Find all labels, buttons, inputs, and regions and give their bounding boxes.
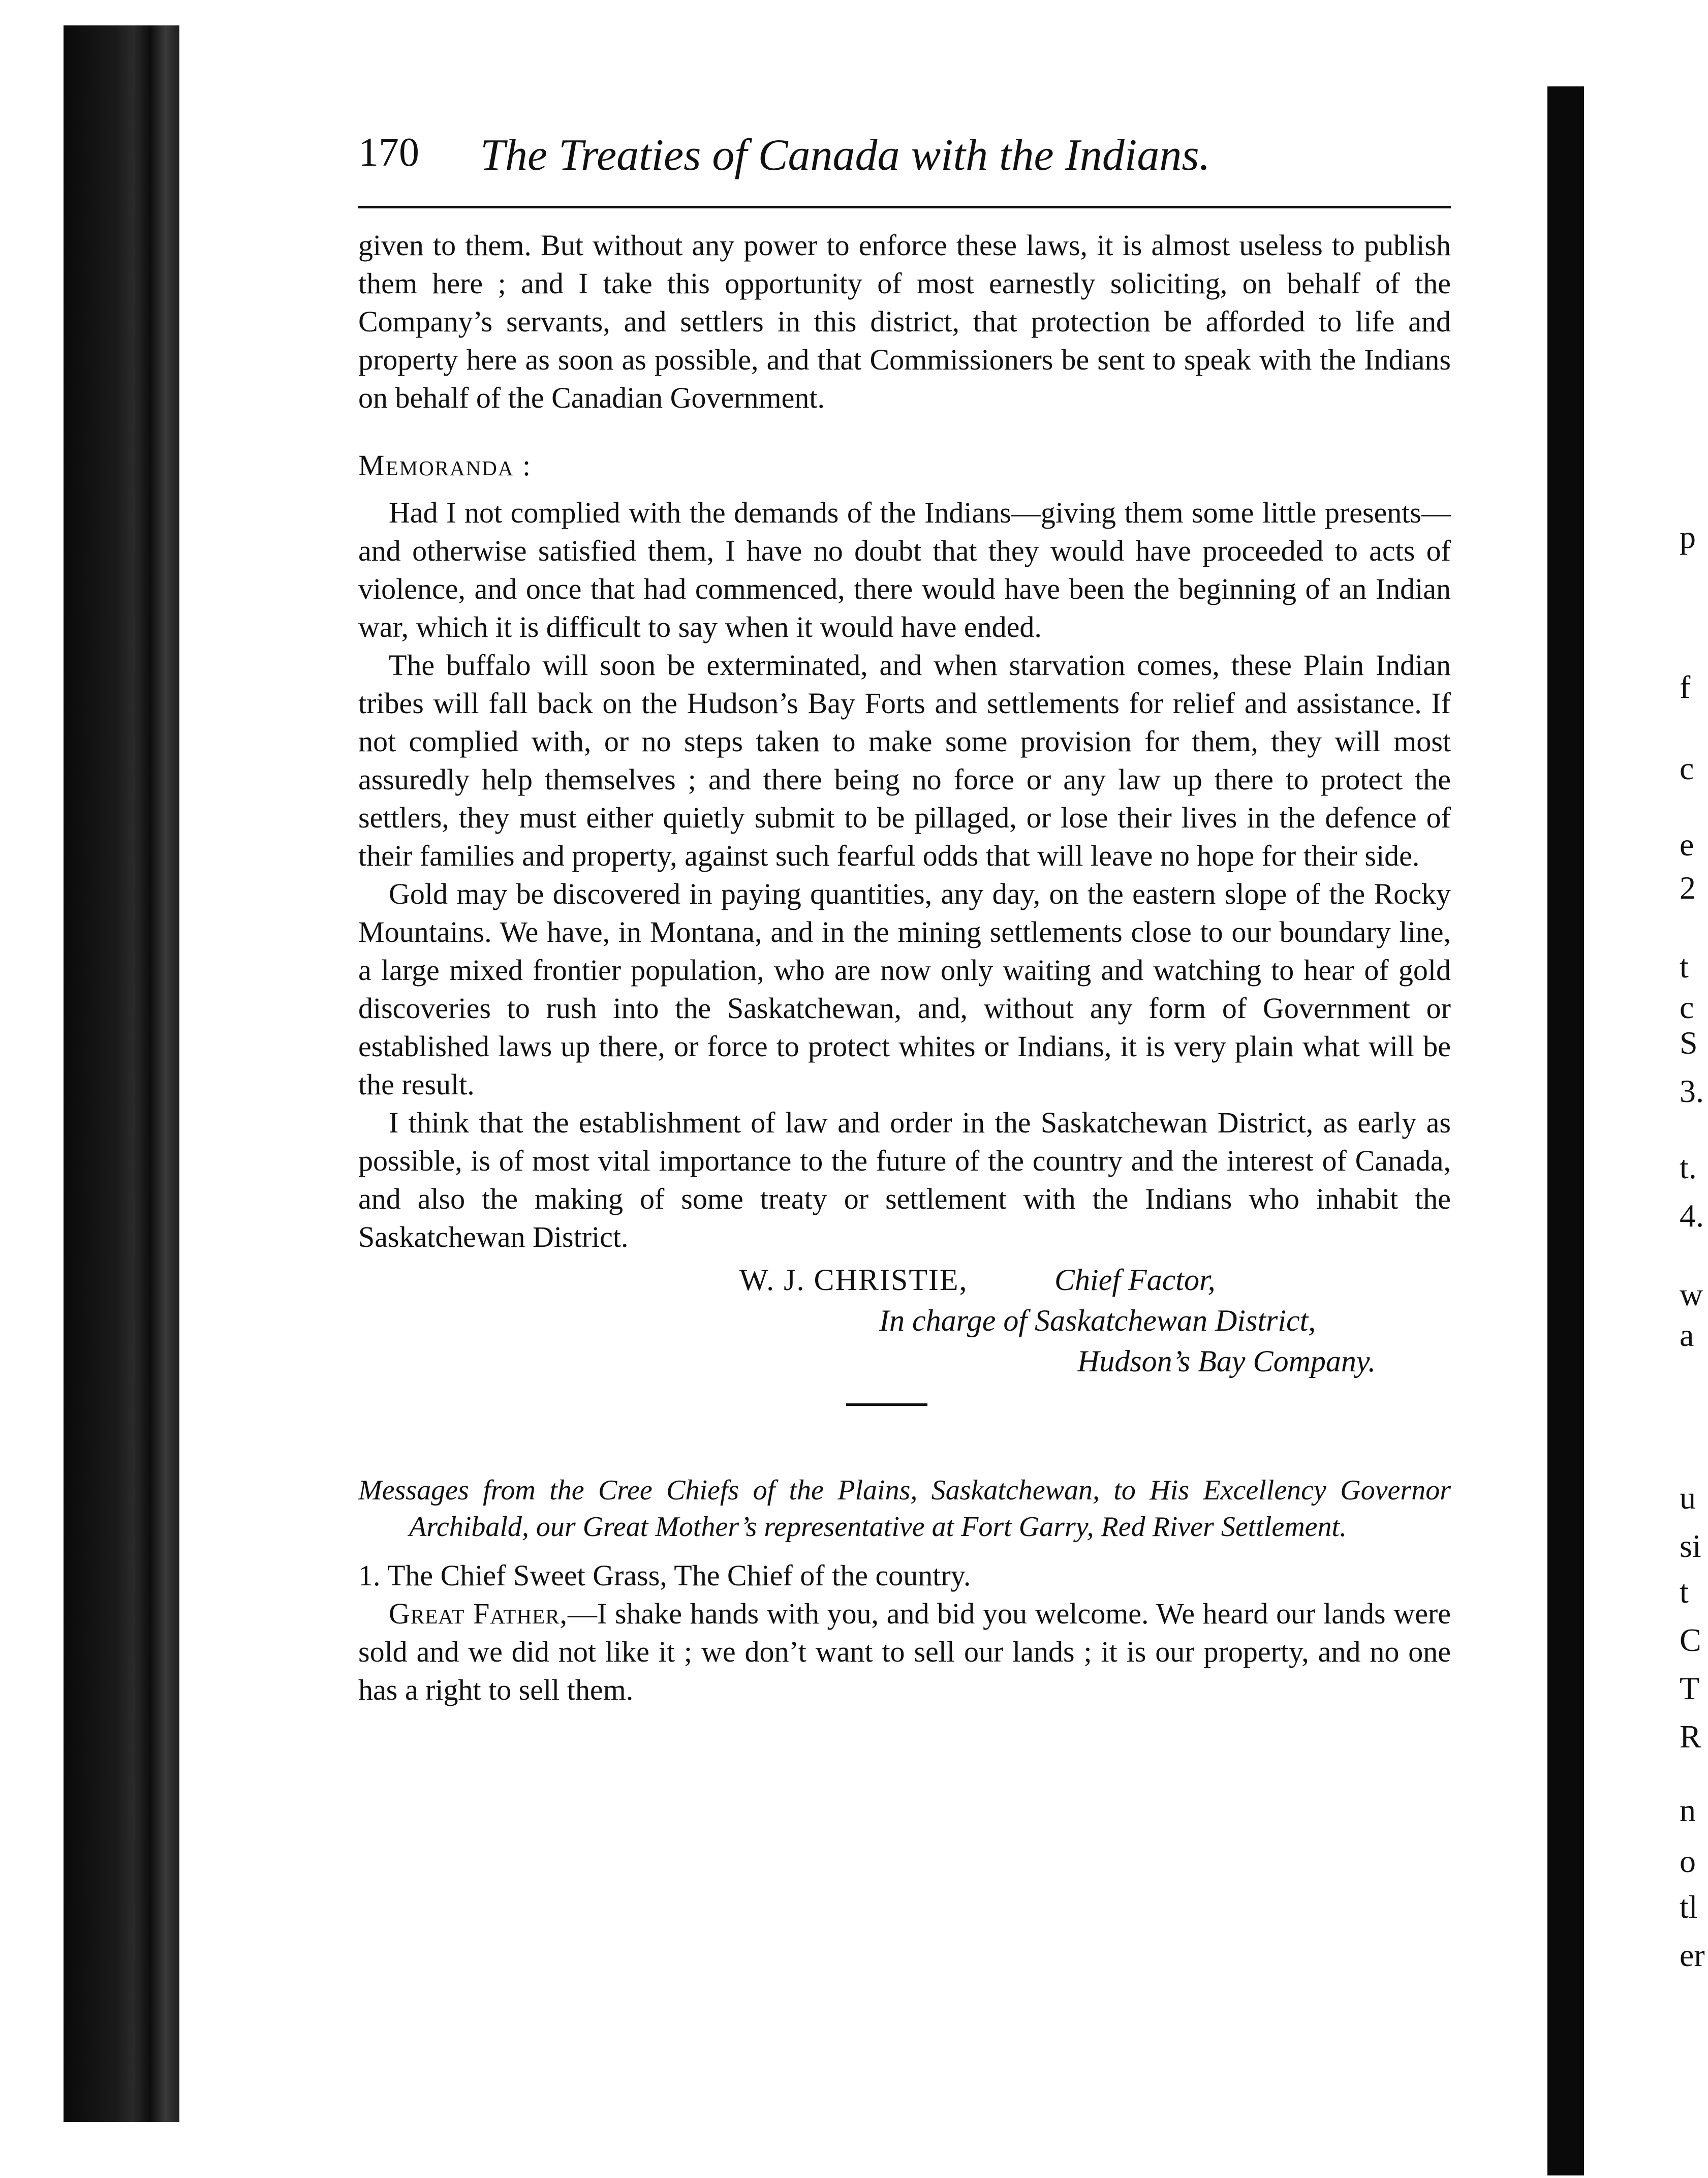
- scan-binding-shadow-right: [1547, 86, 1584, 2175]
- paragraph: Had I not complied with the demands of the Indians—giving them some little presents—and otherwise satisfied them, I have no doubt that they would have proceeded to acts of violence, and once that had commenced, there would have been the beginning of an Indian war, which it is difficult to say when it would have ended.: [358, 496, 1451, 643]
- edge-fragment: w: [1680, 1276, 1703, 1312]
- edge-fragment: n: [1680, 1792, 1696, 1828]
- page-header: [358, 130, 1451, 180]
- message-item-title: 1. The Chief Sweet Grass, The Chief of the country.: [358, 1559, 971, 1592]
- paragraph: Gold may be discovered in paying quantities, any day, on the eastern slope of the Rocky Mountains. We have, in Montana, and in the mining settlements close to our boundary line, a large mixed frontier population, who are now only waiting and watching to hear of gold discoveries to rush into the Saskatchewan, and, without any form of Government or established laws up there, or force to protect whites or Indians, it is very plain what will be the result.: [358, 877, 1451, 1101]
- edge-fragment: t: [1680, 1574, 1689, 1610]
- signatory-title: Chief Factor,: [1054, 1263, 1216, 1297]
- edge-fragment: c: [1680, 989, 1694, 1025]
- scan-binding-shadow-left: [64, 25, 179, 2122]
- adjacent-page-edge: [1680, 0, 1708, 2178]
- signatory-charge: In charge of Saskatchewan District,: [879, 1304, 1316, 1337]
- signatory-name: W. J. CHRISTIE,: [739, 1263, 968, 1297]
- salutation: Great Father,: [389, 1597, 568, 1630]
- edge-fragment: T: [1680, 1670, 1700, 1706]
- edge-fragment: 4.: [1680, 1198, 1704, 1234]
- signature-block: [358, 1261, 1451, 1383]
- edge-fragment: si: [1680, 1528, 1701, 1564]
- message-paragraph: [358, 1594, 1451, 1709]
- edge-fragment: f: [1680, 669, 1691, 705]
- edge-fragment: e: [1680, 826, 1694, 863]
- edge-fragment: t.: [1680, 1149, 1697, 1185]
- signatory-company: Hudson’s Bay Company.: [1077, 1344, 1376, 1378]
- edge-fragment: er: [1680, 1937, 1705, 1973]
- edge-fragment: 3.: [1680, 1073, 1704, 1109]
- paragraph: given to them. But without any power to enforce these laws, it is almost useless to publish them here ; and I take this opportunity of most earnestly soliciting, on behalf of the Company’s servants, and settlers in this district, that protection be afforded to life and property here as soon as possible, and that Commissioners be sent to speak with the Indians on behalf of the Canadian Government.: [358, 229, 1451, 414]
- page-number: 170: [358, 130, 419, 175]
- memoranda-heading: Memoranda :: [358, 449, 532, 482]
- edge-fragment: S: [1680, 1025, 1698, 1061]
- page-body: [358, 226, 1451, 1709]
- paragraph: The buffalo will soon be exterminated, and when starvation comes, these Plain Indian tribes will fall back on the Hudson’s Bay Forts and settlements for relief and assistance. If not complied with, or no steps taken to make some provision for them, they will most assuredly help themselves ; and there being no force or any law up there to protect the settlers, they must either quietly submit to be pillaged, or lose their lives in the defence of their families and property, against such fearful odds that will leave no hope for their side.: [358, 649, 1451, 872]
- edge-fragment: o: [1680, 1843, 1696, 1879]
- message-body: —I shake hands with you, and bid you welcome. We heard our lands were sold and we did not like it ; we don’t want to sell our lands ; it is our property, and no one has a right to sell them.: [358, 1597, 1451, 1706]
- header-rule: [358, 206, 1451, 208]
- section-divider: [846, 1403, 927, 1406]
- edge-fragment: tl: [1680, 1889, 1698, 1925]
- paragraph: I think that the establishment of law and order in the Saskatchewan District, as early as possible, is of most vital importance to the future of the country and the interest of Canada, and also the making of some treaty or settlement with the Indians who inhabit the Saskatchewan District.: [358, 1106, 1451, 1253]
- edge-fragment: p: [1680, 519, 1696, 555]
- edge-fragment: R: [1680, 1719, 1701, 1755]
- edge-fragment: t: [1680, 948, 1689, 985]
- edge-fragment: C: [1680, 1622, 1701, 1658]
- edge-fragment: c: [1680, 750, 1694, 786]
- edge-fragment: 2: [1680, 870, 1696, 906]
- running-head: The Treaties of Canada with the Indians.: [480, 131, 1210, 180]
- edge-fragment: u: [1680, 1480, 1696, 1516]
- messages-heading: Messages from the Cree Chiefs of the Plains, Saskatchewan, to His Excellency Governor Archibald, our Great Mother’s representative at Fort Garry, Red River Settlement.: [358, 1475, 1451, 1543]
- edge-fragment: a: [1680, 1317, 1694, 1353]
